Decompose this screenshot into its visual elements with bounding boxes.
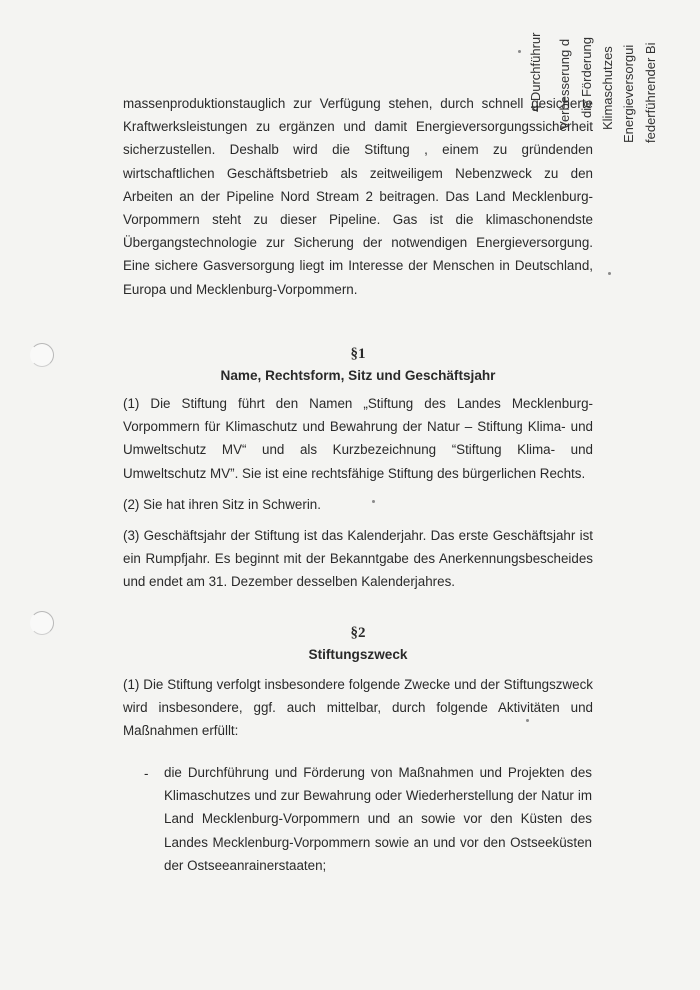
- section1-number: [123, 345, 593, 363]
- section2-paragraph-1: (1) Die Stiftung verfolgt insbesondere folgende Zwecke und der Stiftungszweck wird insbesondere, ggf. auch mittelbar, durch folgende Aktivitäten und Maßnahmen erfüllt:: [123, 677, 593, 739]
- margin-note: 4 Durchführur: [528, 32, 543, 112]
- section2-number: [123, 624, 593, 642]
- section1-paragraph-3: (3) Geschäftsjahr der Stiftung ist das Kalenderjahr. Das erste Geschäftsjahr ist ein Rumpfjahr. Es beginnt mit der Bekanntgabe des Anerkennungsbescheides und endet am 31. Dezember desselben Kalenderjahres.: [123, 528, 593, 590]
- scan-speck: [608, 272, 611, 275]
- margin-note: Klimaschutzes: [600, 46, 615, 130]
- intro-paragraph: [123, 92, 593, 301]
- bullet-marker: -: [144, 766, 149, 781]
- scan-speck: [372, 500, 375, 503]
- punch-hole: [30, 343, 54, 367]
- margin-note: federführender Bi: [643, 42, 658, 143]
- margin-note: Energieversorgui: [621, 44, 636, 143]
- scan-speck: [518, 50, 521, 53]
- section1-title: Name, Rechtsform, Sitz und Geschäftsjahr: [220, 368, 496, 383]
- section2-number-text: §2: [350, 625, 366, 641]
- margin-note: die Förderung: [579, 37, 594, 118]
- section2-body: [123, 673, 593, 743]
- section2-bullet-item: die Durchführung und Förderung von Maßnahmen und Projekten des Klimaschutzes und zur Bewahrung oder Wiederherstellung der Natur im Land Mecklenburg-Vorpommern und an sowie vor den Küsten des Landes Mecklenburg-Vorpommern sowie an und vor den Ostseeküsten der Ostseeanrainerstaaten;: [164, 765, 592, 873]
- margin-note: Verbesserung d: [557, 38, 572, 130]
- section1-body: [123, 392, 593, 594]
- intro-text: massenproduktionstauglich zur Verfügung stehen, durch schnell gesicherte Kraftwerksleistungen zu ergänzen und damit Energieversorgungssicherheit sicherzustellen. Deshalb wird die Stiftung , einem zu gründenden wirtschaftlichen Geschäftsbetrieb als zeitweiligem Nebenzweck zu den Arbeiten an der Pipeline Nord Stream 2 beitragen. Das Land Mecklenburg-Vorpommern steht zu dieser Pipeline. Gas ist die klimaschonendste Übergangstechnologie zur Sicherung der notwendigen Energieversorgung. Eine sichere Gasversorgung liegt im Interesse der Menschen in Deutschland, Europa und Mecklenburg-Vorpommern.: [123, 96, 593, 297]
- scan-speck: [526, 719, 529, 722]
- section1-number-text: §1: [350, 346, 366, 362]
- section1-paragraph-2: (2) Sie hat ihren Sitz in Schwerin.: [123, 496, 321, 512]
- section1-paragraph-1: (1) Die Stiftung führt den Namen „Stiftung des Landes Mecklenburg-Vorpommern für Klimaschutz und Bewahrung der Natur – Stiftung Klima- und Umweltschutz MV“ und als Kurzbezeichnung “Stiftung Klima- und Umweltschutz MV”. Sie ist eine rechtsfähige Stiftung des bürgerlichen Rechts.: [123, 396, 593, 481]
- punch-hole: [30, 611, 54, 635]
- section2-title: Stiftungszweck: [308, 647, 408, 662]
